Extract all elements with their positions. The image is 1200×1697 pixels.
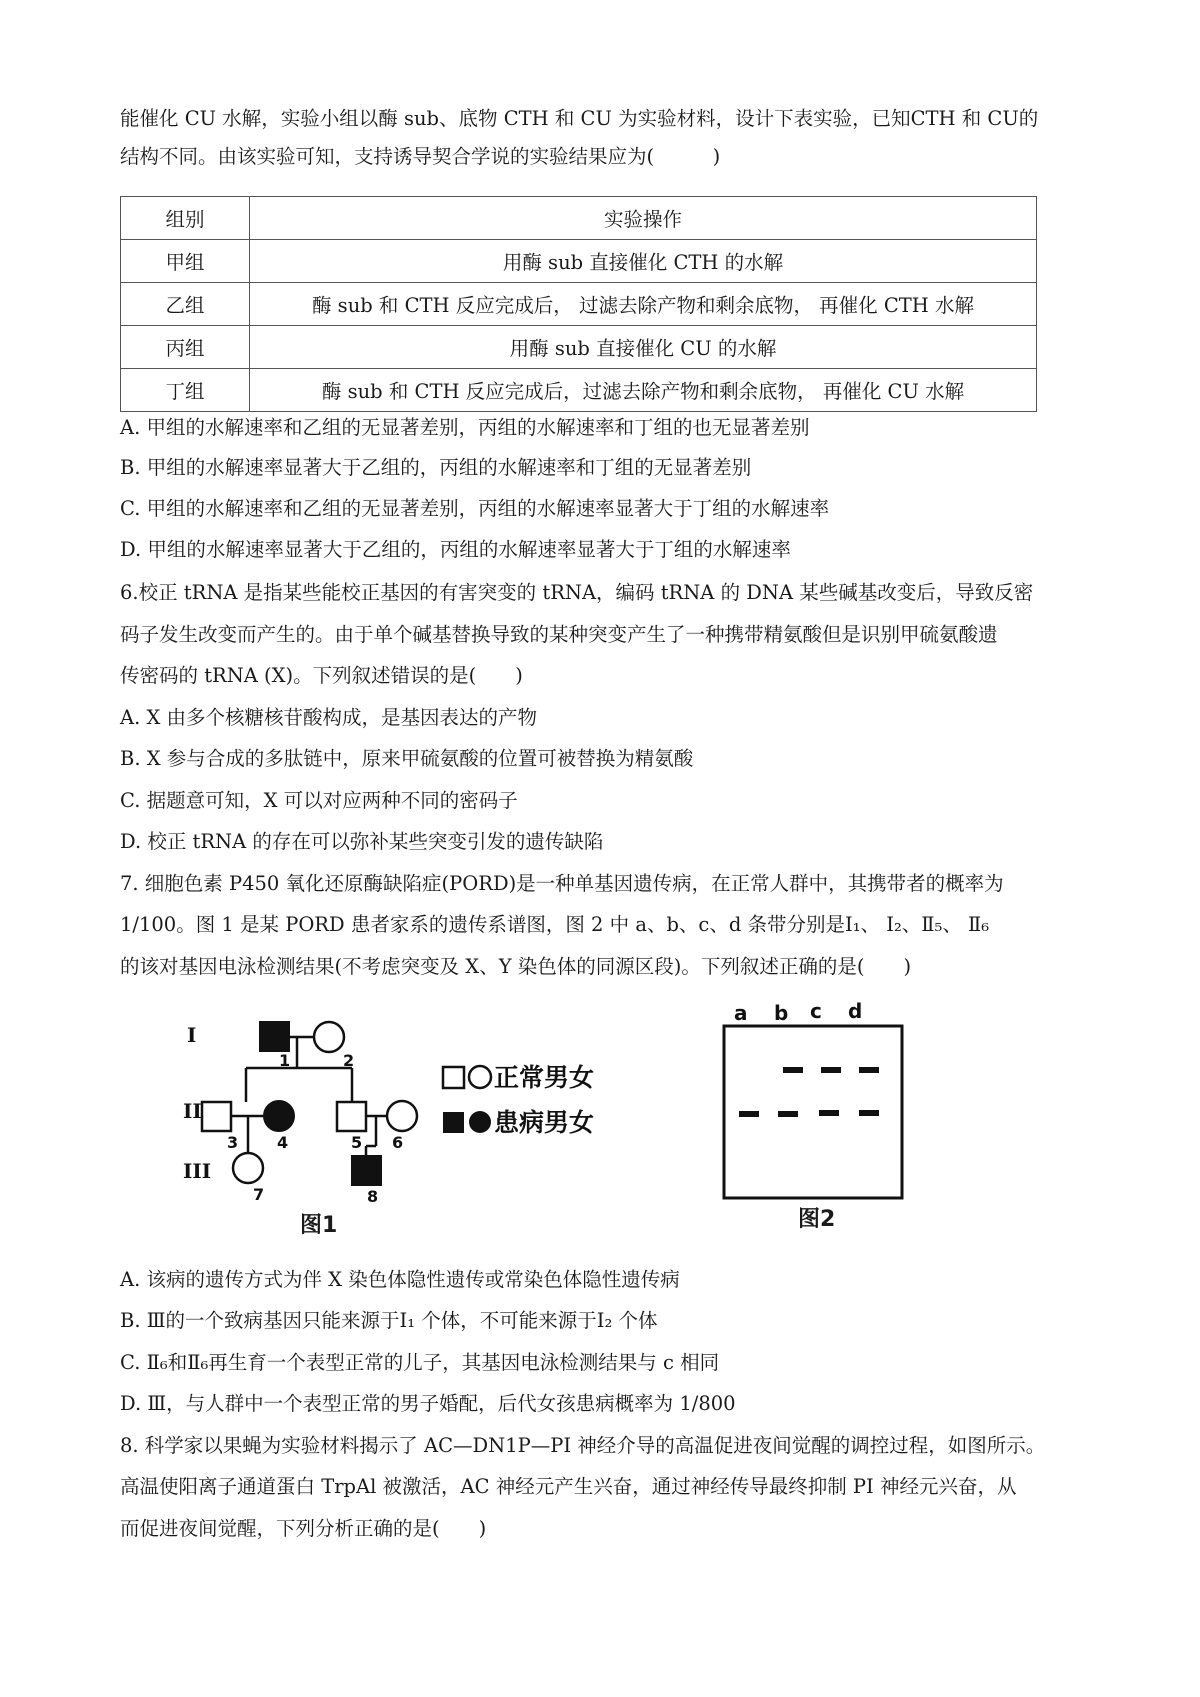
band-a-lower [739,1111,759,1117]
q6-stem-line-1: 6.校正 tRNA 是指某些能校正基因的有害突变的 tRNA，编码 tRNA 的 DNA 某些碱基改变后，导致反密 [120,581,1034,604]
individual-8-affected-male [352,1156,381,1185]
individual-number-8: 8 [367,1187,379,1206]
q6-stem-line-2: 码子发生改变而产生的。由于单个碱基替换导致的某种突变产生了一种携带精氨酸但是识别甲硫氨酸遗 [120,623,998,646]
legend-normal-male-icon [443,1067,464,1088]
legend-affected-male-icon [443,1112,464,1133]
q8-stem-line-2: 高温使阳离子通道蛋白 TrpAl 被激活，AC 神经元产生兴奋，通过神经传导最终抑制 PI 神经元兴奋，从 [120,1475,1017,1498]
figure1-caption: 图1 [300,1213,338,1238]
table-cell-operation: 用酶 sub 直接催化 CU 的水解 [250,326,1037,369]
q8-stem-line-3: 而促进夜间觉醒，下列分析正确的是( ) [120,1517,487,1540]
q6-option-a: A. X 由多个核糖核苷酸构成，是基因表达的产物 [120,706,538,729]
table-row [121,326,1037,369]
q5-option-a: A. 甲组的水解速率和乙组的无显著差别，丙组的水解速率和丁组的也无显著差别 [120,416,810,439]
q7-stem-line-2: 1/100。图 1 是某 PORD 患者家系的遗传系谱图，图 2 中 a、b、c、d 条带分别是Ⅰ₁、 Ⅰ₂、Ⅱ₅、 Ⅱ₆ [120,913,990,936]
legend-normal-female-icon [469,1066,491,1088]
intro-line-2: 结构不同。由该实验可知，支持诱导契合学说的实验结果应为( ) [120,145,721,168]
individual-4-affected-female [264,1101,294,1131]
q5-option-b: B. 甲组的水解速率显著大于乙组的，丙组的水解速率和丁组的无显著差别 [120,456,752,479]
table-cell-group: 丙组 [121,326,250,369]
generation-label-2: II [183,1099,202,1123]
individual-number-7: 7 [253,1185,265,1204]
individual-number-6: 6 [392,1133,404,1152]
individual-2-normal-female [314,1022,344,1052]
q6-option-d: D. 校正 tRNA 的存在可以弥补某些突变引发的遗传缺陷 [120,830,604,853]
individual-number-2: 2 [343,1051,355,1070]
generation-label-3: III [183,1159,212,1183]
individual-number-3: 3 [227,1133,239,1152]
q6-stem-line-3: 传密码的 tRNA (X)。下列叙述错误的是( ) [120,664,523,687]
legend-normal-label: 正常男女 [494,1063,595,1092]
q5-option-d: D. 甲组的水解速率显著大于乙组的，丙组的水解速率显著大于丁组的水解速率 [120,538,791,561]
band-c-lower [819,1110,839,1116]
band-b-lower [778,1111,798,1117]
lane-label-d: d [848,1000,863,1023]
table-cell-group: 甲组 [121,240,250,283]
individual-7-normal-female [233,1153,263,1183]
lane-label-b: b [774,1001,789,1025]
table-header-operation: 实验操作 [250,197,1037,240]
individual-1-affected-male [260,1022,289,1051]
electrophoresis-figure [720,1000,920,1200]
q8-stem-line-1: 8. 科学家以果蝇为实验材料揭示了 AC—DN1P—PI 神经介导的高温促进夜间觉醒的调控过程，如图所示。 [120,1434,1046,1457]
experiment-table [120,196,1037,412]
q7-stem-line-1: 7. 细胞色素 P450 氧化还原酶缺陷症(PORD)是一种单基因遗传病，在正常人群中，其携带者的概率为 [120,872,1004,895]
table-cell-operation: 用酶 sub 直接催化 CTH 的水解 [250,240,1037,283]
table-cell-operation: 酶 sub 和 CTH 反应完成后， 过滤去除产物和剩余底物， 再催化 CTH 水解 [250,283,1037,326]
individual-5-normal-male [337,1102,366,1131]
individual-6-normal-female [387,1101,417,1131]
lane-label-c: c [810,1000,822,1023]
generation-label-1: I [187,1023,197,1047]
band-b-upper [783,1067,803,1073]
legend-affected-label: 患病男女 [494,1108,595,1137]
band-d-upper [859,1067,879,1073]
q6-option-b: B. X 参与合成的多肽链中，原来甲硫氨酸的位置可被替换为精氨酸 [120,747,694,770]
intro-line-1: 能催化 CU 水解，实验小组以酶 sub、底物 CTH 和 CU 为实验材料，设计下表实验，已知CTH 和 CU的 [120,107,1039,130]
q7-stem-line-3: 的该对基因电泳检测结果(不考虑突变及 X、Y 染色体的同源区段)。下列叙述正确的是( ) [120,955,912,978]
q6-option-c: C. 据题意可知，X 可以对应两种不同的密码子 [120,789,518,812]
individual-number-1: 1 [279,1051,291,1070]
band-d-lower [859,1110,879,1116]
table-row [121,240,1037,283]
q7-option-d: D. Ⅲ，与人群中一个表型正常的男子婚配，后代女孩患病概率为 1/800 [120,1392,736,1415]
table-header-group: 组别 [121,197,250,240]
individual-number-5: 5 [351,1133,363,1152]
band-c-upper [821,1067,841,1073]
table-header-row [121,197,1037,240]
table-row [121,369,1037,412]
q7-option-c: C. Ⅱ₆和Ⅱ₆再生育一个表型正常的儿子，其基因电泳检测结果与 c 相同 [120,1351,720,1374]
figure2-caption: 图2 [798,1207,836,1232]
legend-affected-female-icon [469,1111,491,1133]
table-cell-operation: 酶 sub 和 CTH 反应完成后，过滤去除产物和剩余底物， 再催化 CU 水解 [250,369,1037,412]
table-row [121,283,1037,326]
individual-3-normal-male [202,1102,231,1131]
table-cell-group: 丁组 [121,369,250,412]
lane-label-a: a [734,1001,748,1025]
pedigree-figure [180,1008,680,1248]
q7-option-a: A. 该病的遗传方式为伴 X 染色体隐性遗传或常染色体隐性遗传病 [120,1268,680,1291]
individual-number-4: 4 [277,1133,289,1152]
q5-option-c: C. 甲组的水解速率和乙组的无显著差别，丙组的水解速率显著大于丁组的水解速率 [120,497,830,520]
table-cell-group: 乙组 [121,283,250,326]
q7-option-b: B. Ⅲ的一个致病基因只能来源于Ⅰ₁ 个体，不可能来源于Ⅰ₂ 个体 [120,1309,658,1332]
